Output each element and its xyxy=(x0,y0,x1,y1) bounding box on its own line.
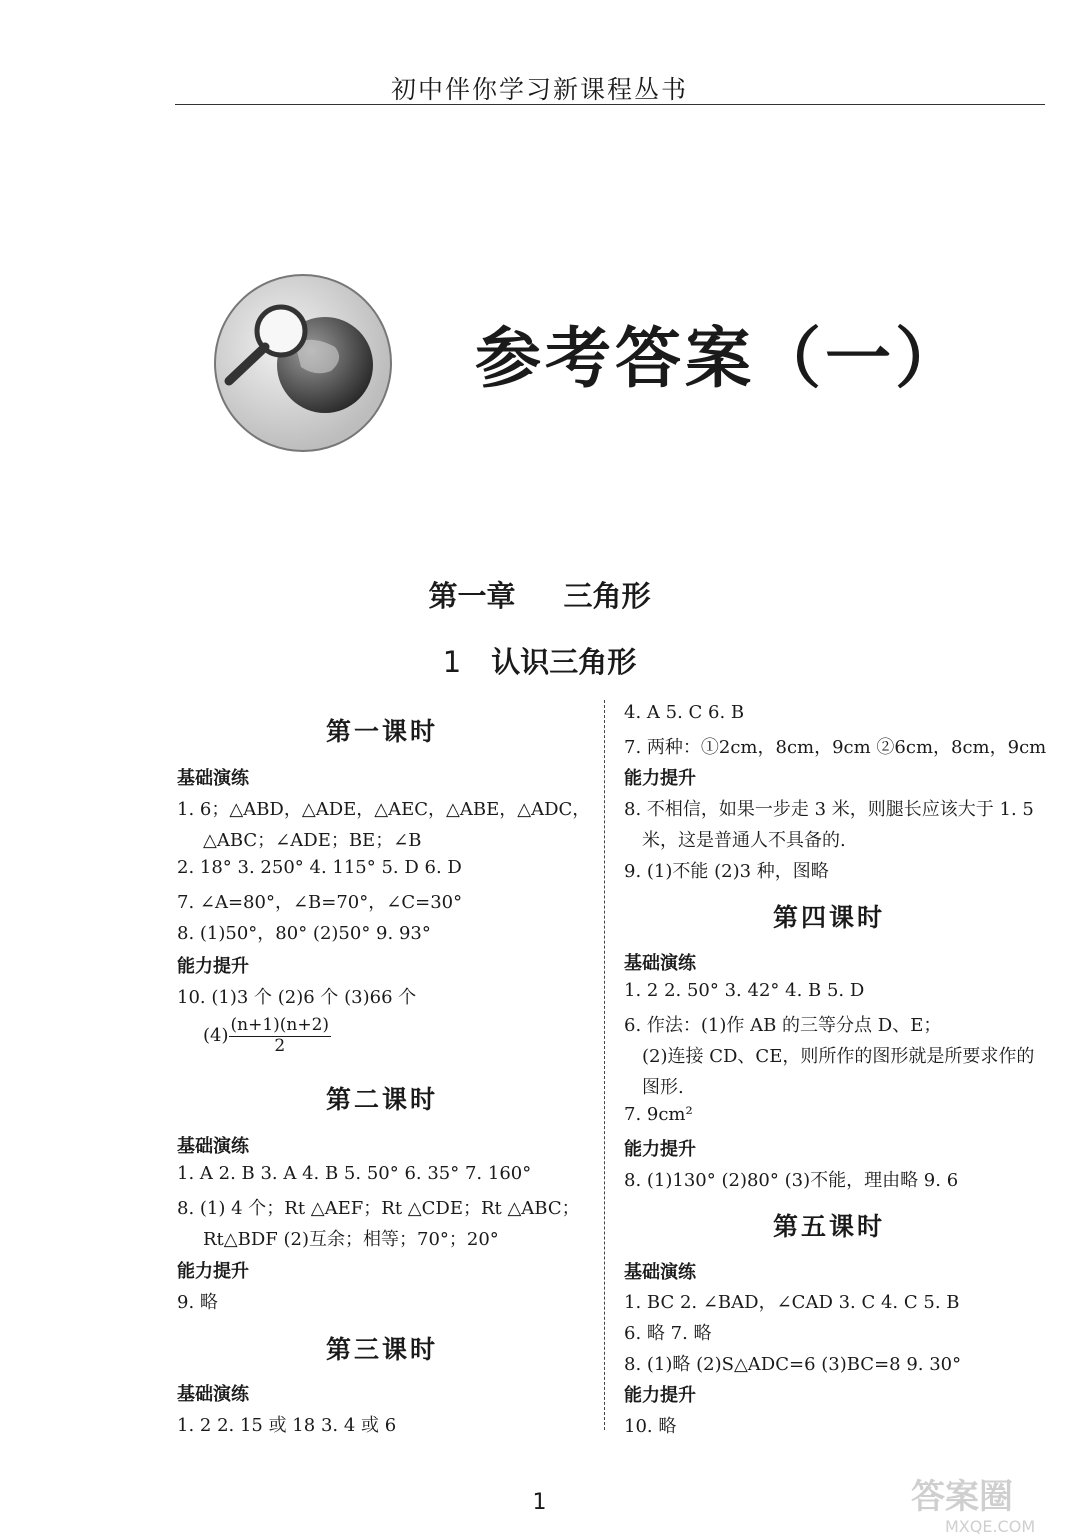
answer-line: 1. 2 2. 15 或 18 3. 4 或 6 xyxy=(177,1415,397,1436)
answer-line: 8. (1)130° (2)80° (3)不能，理由略 9. 6 xyxy=(624,1170,959,1191)
watermark-text: 答案圈 xyxy=(911,1477,1013,1517)
chapter-label: 第一章 xyxy=(428,579,516,613)
lesson-1-title: 第一课时 xyxy=(325,717,438,746)
column-divider xyxy=(604,700,605,1430)
chapter-name: 三角形 xyxy=(563,579,651,613)
running-header: 初中伴你学习新课程丛书 xyxy=(390,75,688,104)
answer-line: 7. 9cm² xyxy=(624,1104,693,1125)
answer-line: 1. A 2. B 3. A 4. B 5. 50° 6. 35° 7. 160° xyxy=(177,1163,532,1184)
watermark-url: MXQE.COM xyxy=(945,1517,1036,1536)
answer-line: 6. 作法：(1)作 AB 的三等分点 D、E； xyxy=(624,1015,942,1036)
section-number: 1 xyxy=(442,645,462,679)
lesson-2-basic-heading: 基础演练 xyxy=(177,1136,249,1157)
lesson-5-advanced-heading: 能力提升 xyxy=(624,1385,696,1406)
answer-line: 1. BC 2. ∠BAD，∠CAD 3. C 4. C 5. B xyxy=(624,1292,960,1313)
answer-line: 8. (1)50°，80° (2)50° 9. 93° xyxy=(177,923,431,944)
answer-line: 1. 2 2. 50° 3. 42° 4. B 5. D xyxy=(624,980,865,1001)
section-title xyxy=(0,640,1079,681)
answer-line: 9. (1)不能 (2)3 种，图略 xyxy=(624,861,829,882)
chapter-title xyxy=(0,574,1079,615)
answer-line: 4. A 5. C 6. B xyxy=(624,702,745,723)
lesson-5-basic-heading: 基础演练 xyxy=(624,1262,696,1283)
lesson-3-title: 第三课时 xyxy=(325,1335,438,1364)
answer-line: 8. 不相信，如果一步走 3 米，则腿长应该大于 1. 5 xyxy=(624,799,1034,820)
answer-line: Rt△BDF (2)互余；相等；70°；20° xyxy=(203,1229,499,1250)
lesson-3-basic-heading: 基础演练 xyxy=(177,1384,249,1405)
fraction-denominator: 2 xyxy=(274,1035,286,1056)
answer-line: 10. 略 xyxy=(624,1416,677,1437)
lesson-4-title: 第四课时 xyxy=(772,903,885,932)
answer-line: 10. (1)3 个 (2)6 个 (3)66 个 xyxy=(177,987,417,1008)
answer-line: △ABC；∠ADE；BE；∠B xyxy=(203,830,422,851)
header-rule xyxy=(175,104,1045,105)
answer-line: 8. (1) 4 个；Rt △AEF；Rt △CDE；Rt △ABC； xyxy=(177,1198,580,1219)
answer-line: 6. 略 7. 略 xyxy=(624,1323,712,1344)
lesson-3-advanced-heading: 能力提升 xyxy=(624,768,696,789)
page-number: 1 xyxy=(532,1490,547,1515)
answer-line: 1. 6；△ABD，△ADE，△AEC，△ABE，△ADC， xyxy=(177,799,591,820)
section-name: 认识三角形 xyxy=(491,645,637,679)
answer-line: 7. ∠A=80°，∠B=70°，∠C=30° xyxy=(177,892,463,913)
lesson-4-basic-heading: 基础演练 xyxy=(624,953,696,974)
hero-title: 参考答案（一） xyxy=(475,319,965,397)
lesson-1-advanced-heading: 能力提升 xyxy=(177,956,249,977)
answer-line-fraction xyxy=(203,1016,331,1056)
answer-line: 2. 18° 3. 250° 4. 115° 5. D 6. D xyxy=(177,857,462,878)
answer-line: 7. 两种：①2cm，8cm，9cm ②6cm，8cm，9cm xyxy=(624,737,1047,758)
fraction xyxy=(229,1016,332,1056)
lesson-2-advanced-heading: 能力提升 xyxy=(177,1261,249,1282)
watermark-logo-icon xyxy=(905,1470,1075,1538)
lesson-1-basic-heading: 基础演练 xyxy=(177,768,249,789)
lesson-4-advanced-heading: 能力提升 xyxy=(624,1139,696,1160)
answer-line: 9. 略 xyxy=(177,1292,218,1313)
lesson-2-title: 第二课时 xyxy=(325,1085,438,1114)
answer-line: 图形. xyxy=(642,1077,684,1098)
magnifier-globe-icon xyxy=(203,273,403,453)
answer-line: 8. (1)略 (2)S△ADC=6 (3)BC=8 9. 30° xyxy=(624,1354,962,1375)
answer-line: (2)连接 CD、CE，则所作的图形就是所要求作的 xyxy=(642,1046,1035,1067)
lesson-5-title: 第五课时 xyxy=(772,1212,885,1241)
fraction-prefix: (4) xyxy=(203,1025,229,1047)
answer-line: 米，这是普通人不具备的. xyxy=(642,830,846,851)
fraction-numerator: (n+1)(n+2) xyxy=(230,1015,330,1035)
